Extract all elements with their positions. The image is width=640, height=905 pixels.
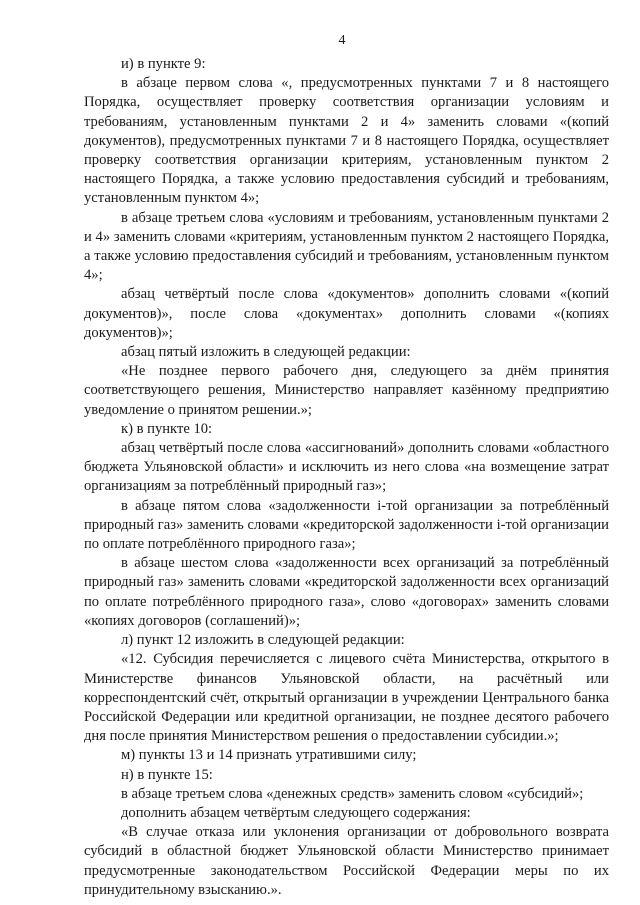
paragraph-item-l: л) пункт 12 изложить в следующей редакции: (121, 632, 405, 649)
paragraph-n-third: в абзаце третьем слова «денежных средств» заменить словом «субсидий»; (121, 785, 584, 802)
paragraph-fourth-indent: абзац четвёртый после слова «документов» дополнить словами «(копий документов)», после слова «документах» дополнить словами «(копиях документов)»; (84, 286, 609, 341)
page-number: 4 (338, 33, 346, 48)
paragraph-item-n: н) в пункте 15: (121, 766, 213, 783)
paragraph-k-fifth: в абзаце пятом слова «задолженности i-той организации за потреблённый природный газ» заменить словами «кредиторской задолженности i-той организации по оплате потреблённого природного газа»; (84, 497, 609, 553)
paragraph-k-fourth: абзац четвёртый после слова «ассигнований» дополнить словами «областного бюджета Ульяновской области» и исключить из него слова «на возмещение затрат организациям за потреблённый природный газ»; (84, 440, 609, 495)
paragraph-item-i: и) в пункте 9: (121, 56, 206, 72)
paragraph-fifth-heading: абзац пятый изложить в следующей редакции: (121, 344, 411, 361)
paragraph-first-indent: в абзаце первом слова «, предусмотренных пунктами 7 и 8 настоящего Порядка, осуществляет проверку соответствия организации условиям и требованиям, установленным пунктами 2 и 4» заменить словами «(копий документов), предусмотренных пунктами 7 и 8 настоящего Порядка, осуществляет проверку соответствия организации критериям, установленным пунктом 2 настоящего Порядка, а также условию предоставления субсидий и требованиям, установленным пунктом 4»; (84, 75, 609, 207)
document-body (84, 55, 609, 900)
paragraph-n-add: дополнить абзацем четвёртым следующего содержания: (121, 804, 471, 821)
paragraph-l-quote: «12. Субсидия перечисляется с лицевого счёта Министерства, открытого в Министерстве финансов Ульяновской области, на расчётный или корреспондентский счёт, открытый организации в учреждении Центрального банка Российской Федерации или кредитной организации, не позднее десятого рабочего дня после принятия Министерством решения о предоставлении субсидии.»; (84, 651, 609, 745)
paragraph-item-k: к) в пункте 10: (121, 420, 213, 437)
paragraph-third-indent: в абзаце третьем слова «условиям и требованиям, установленным пунктами 2 и 4» заменить словами «критериям, установленным пунктом 2 настоящего Порядка, а также условию предоставления субсидий и требованиям, установленным пунктом 4»; (84, 209, 609, 284)
paragraph-n-quote: «В случае отказа или уклонения организации от добровольного возврата субсидий в областной бюджет Ульяновской области Министерство принимает предусмотренные законодательством Российской Федерации меры по их принудительному взысканию.». (84, 824, 609, 898)
paragraph-fifth-quote: «Не позднее первого рабочего дня, следующего за днём принятия соответствующего решения, Министерство направляет казённому предприятию уведомление о принятом решении.»; (84, 363, 609, 418)
paragraph-item-m: м) пункты 13 и 14 признать утратившими силу; (121, 747, 417, 764)
paragraph-k-sixth: в абзаце шестом слова «задолженности всех организаций за потреблённый природный газ» заменить словами «кредиторской задолженности всех организаций по оплате потреблённого природного газа», слово «договорах» заменить словами «копиях договоров (соглашений)»; (84, 555, 609, 629)
